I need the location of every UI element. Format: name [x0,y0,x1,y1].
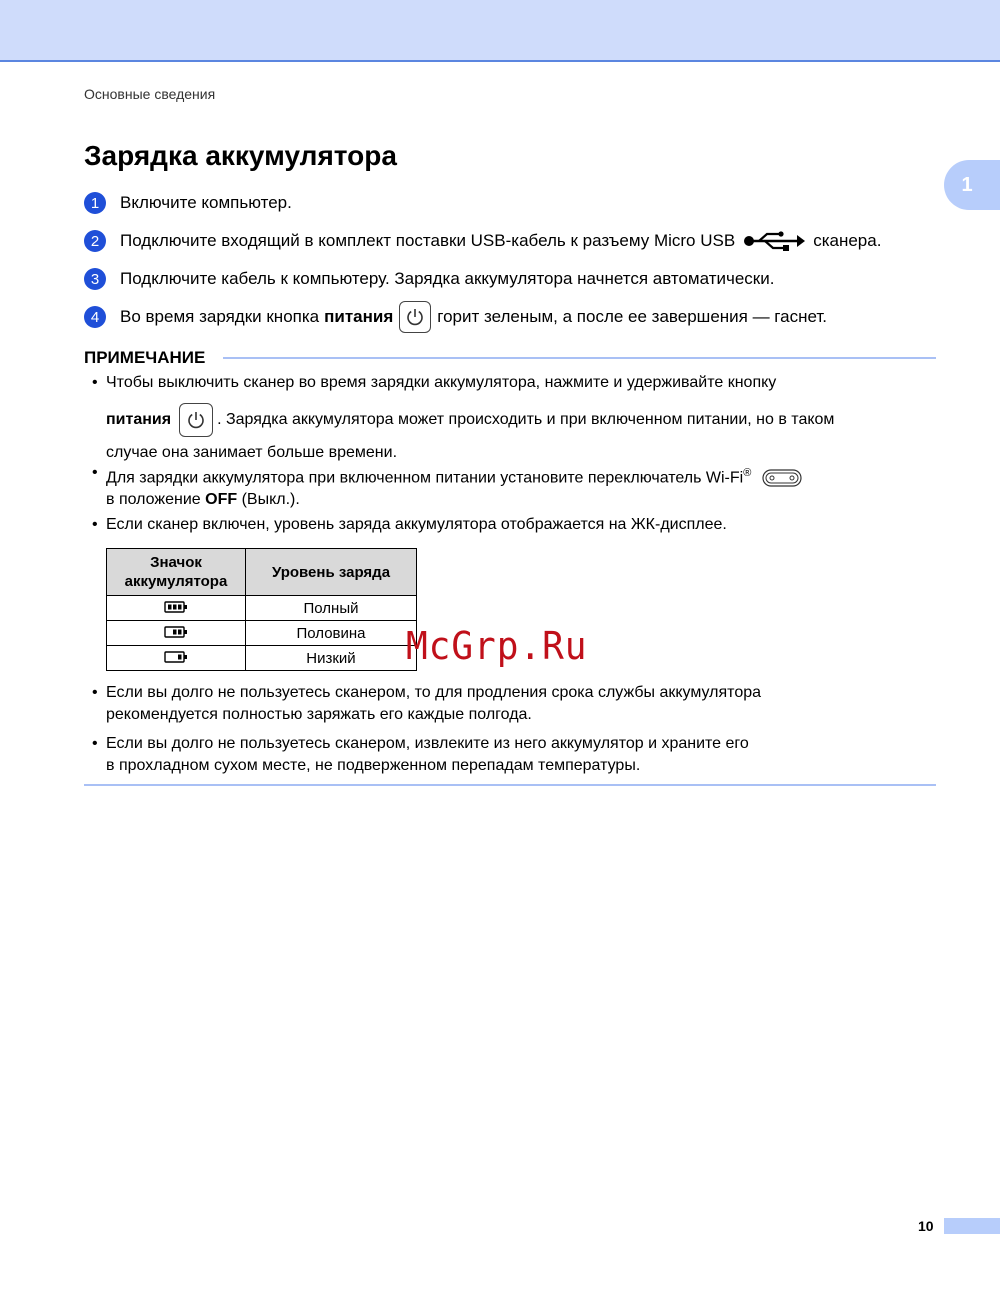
note-bullet-3 [92,514,932,536]
battery-level-table [106,548,417,671]
note-title: ПРИМЕЧАНИЕ [84,348,206,367]
note-header [84,346,936,370]
chapter-tab[interactable]: 1 [944,160,1000,210]
table-header-row [107,549,417,596]
step-3 [84,262,774,296]
step-text: Подключите кабель к компьютеру. Зарядка аккумулятора начнется автоматически. [120,269,775,288]
battery-level-text: Низкий [246,646,417,671]
page-number: 10 [918,1218,934,1234]
bullet-line [106,489,932,511]
off-label: OFF [205,491,238,509]
step-4 [84,300,827,334]
table-header-level: Уровень заряда [246,549,417,596]
page-number-band [944,1218,1000,1234]
battery-level-text: Полный [246,596,417,621]
step-number: 4 [84,306,106,328]
bullet-text: Для зарядки аккумулятора при включенном питании установите переключатель Wi-Fi [106,469,744,487]
bullet-line [106,403,932,437]
step-2 [84,224,881,258]
power-button-icon [179,403,213,437]
step-1 [84,186,292,220]
battery-level-text: Половина [246,621,417,646]
bullet-text: в положение [106,491,201,509]
bullet-line: в прохладном сухом месте, не подверженном перепадам температуры. [106,757,641,774]
table-row [107,646,417,671]
bullet-dot: • [92,735,98,752]
step-text: Во время зарядки кнопка [120,307,320,326]
note-bullet-2 [92,462,932,511]
power-button-icon [399,301,431,333]
wifi-switch-icon [762,469,802,487]
table-row [107,621,417,646]
note-bullet-5 [92,733,932,777]
bullet-line: Если сканер включен, уровень заряда аккумулятора отображается на ЖК-дисплее. [106,516,727,533]
bullet-dot: • [92,374,98,391]
bullet-line: рекомендуется полностью заряжать его каждые полгода. [106,706,532,723]
bullet-line: Если вы долго не пользуетесь сканером, то для продления срока службы аккумулятора [106,684,762,701]
step-text-after: горит зеленым, а после ее завершения — гаснет. [437,307,827,326]
bullet-dot: • [92,684,98,701]
power-label: питания [106,411,172,428]
battery-low-icon [107,646,246,671]
bullet-line: Чтобы выключить сканер во время зарядки аккумулятора, нажмите и удерживайте кнопку [106,374,777,391]
bullet-line [106,462,932,489]
note-divider [223,357,936,359]
battery-full-icon [107,596,246,621]
registered-mark: ® [743,467,752,479]
note-end-divider [84,784,936,786]
power-label: питания [324,307,394,326]
table-header-icon: Значок аккумулятора [107,549,246,596]
step-text-after: сканера. [813,231,882,250]
watermark: McGrp.Ru [406,624,588,668]
note-bullet-1 [92,372,932,464]
step-text: Включите компьютер. [120,193,292,212]
battery-half-icon [107,621,246,646]
bullet-dot: • [92,516,98,533]
usb-icon [743,231,805,251]
bullet-text: (Выкл.). [241,491,300,509]
step-number: 2 [84,230,106,252]
page-title: Зарядка аккумулятора [84,140,397,171]
breadcrumb: Основные сведения [84,86,216,102]
bullet-text: . Зарядка аккумулятора может происходить и при включенном питании, но в таком [217,411,835,428]
bullet-line: случае она занимает больше времени. [106,444,398,461]
table-row [107,596,417,621]
step-text: Подключите входящий в комплект поставки USB-кабель к разъему Micro USB [120,231,736,250]
note-bullet-4 [92,682,932,726]
bullet-dot: • [92,464,98,481]
bullet-line: Если вы долго не пользуетесь сканером, извлеките из него аккумулятор и храните его [106,735,749,752]
header-band [0,0,1000,62]
step-number: 1 [84,192,106,214]
step-number: 3 [84,268,106,290]
